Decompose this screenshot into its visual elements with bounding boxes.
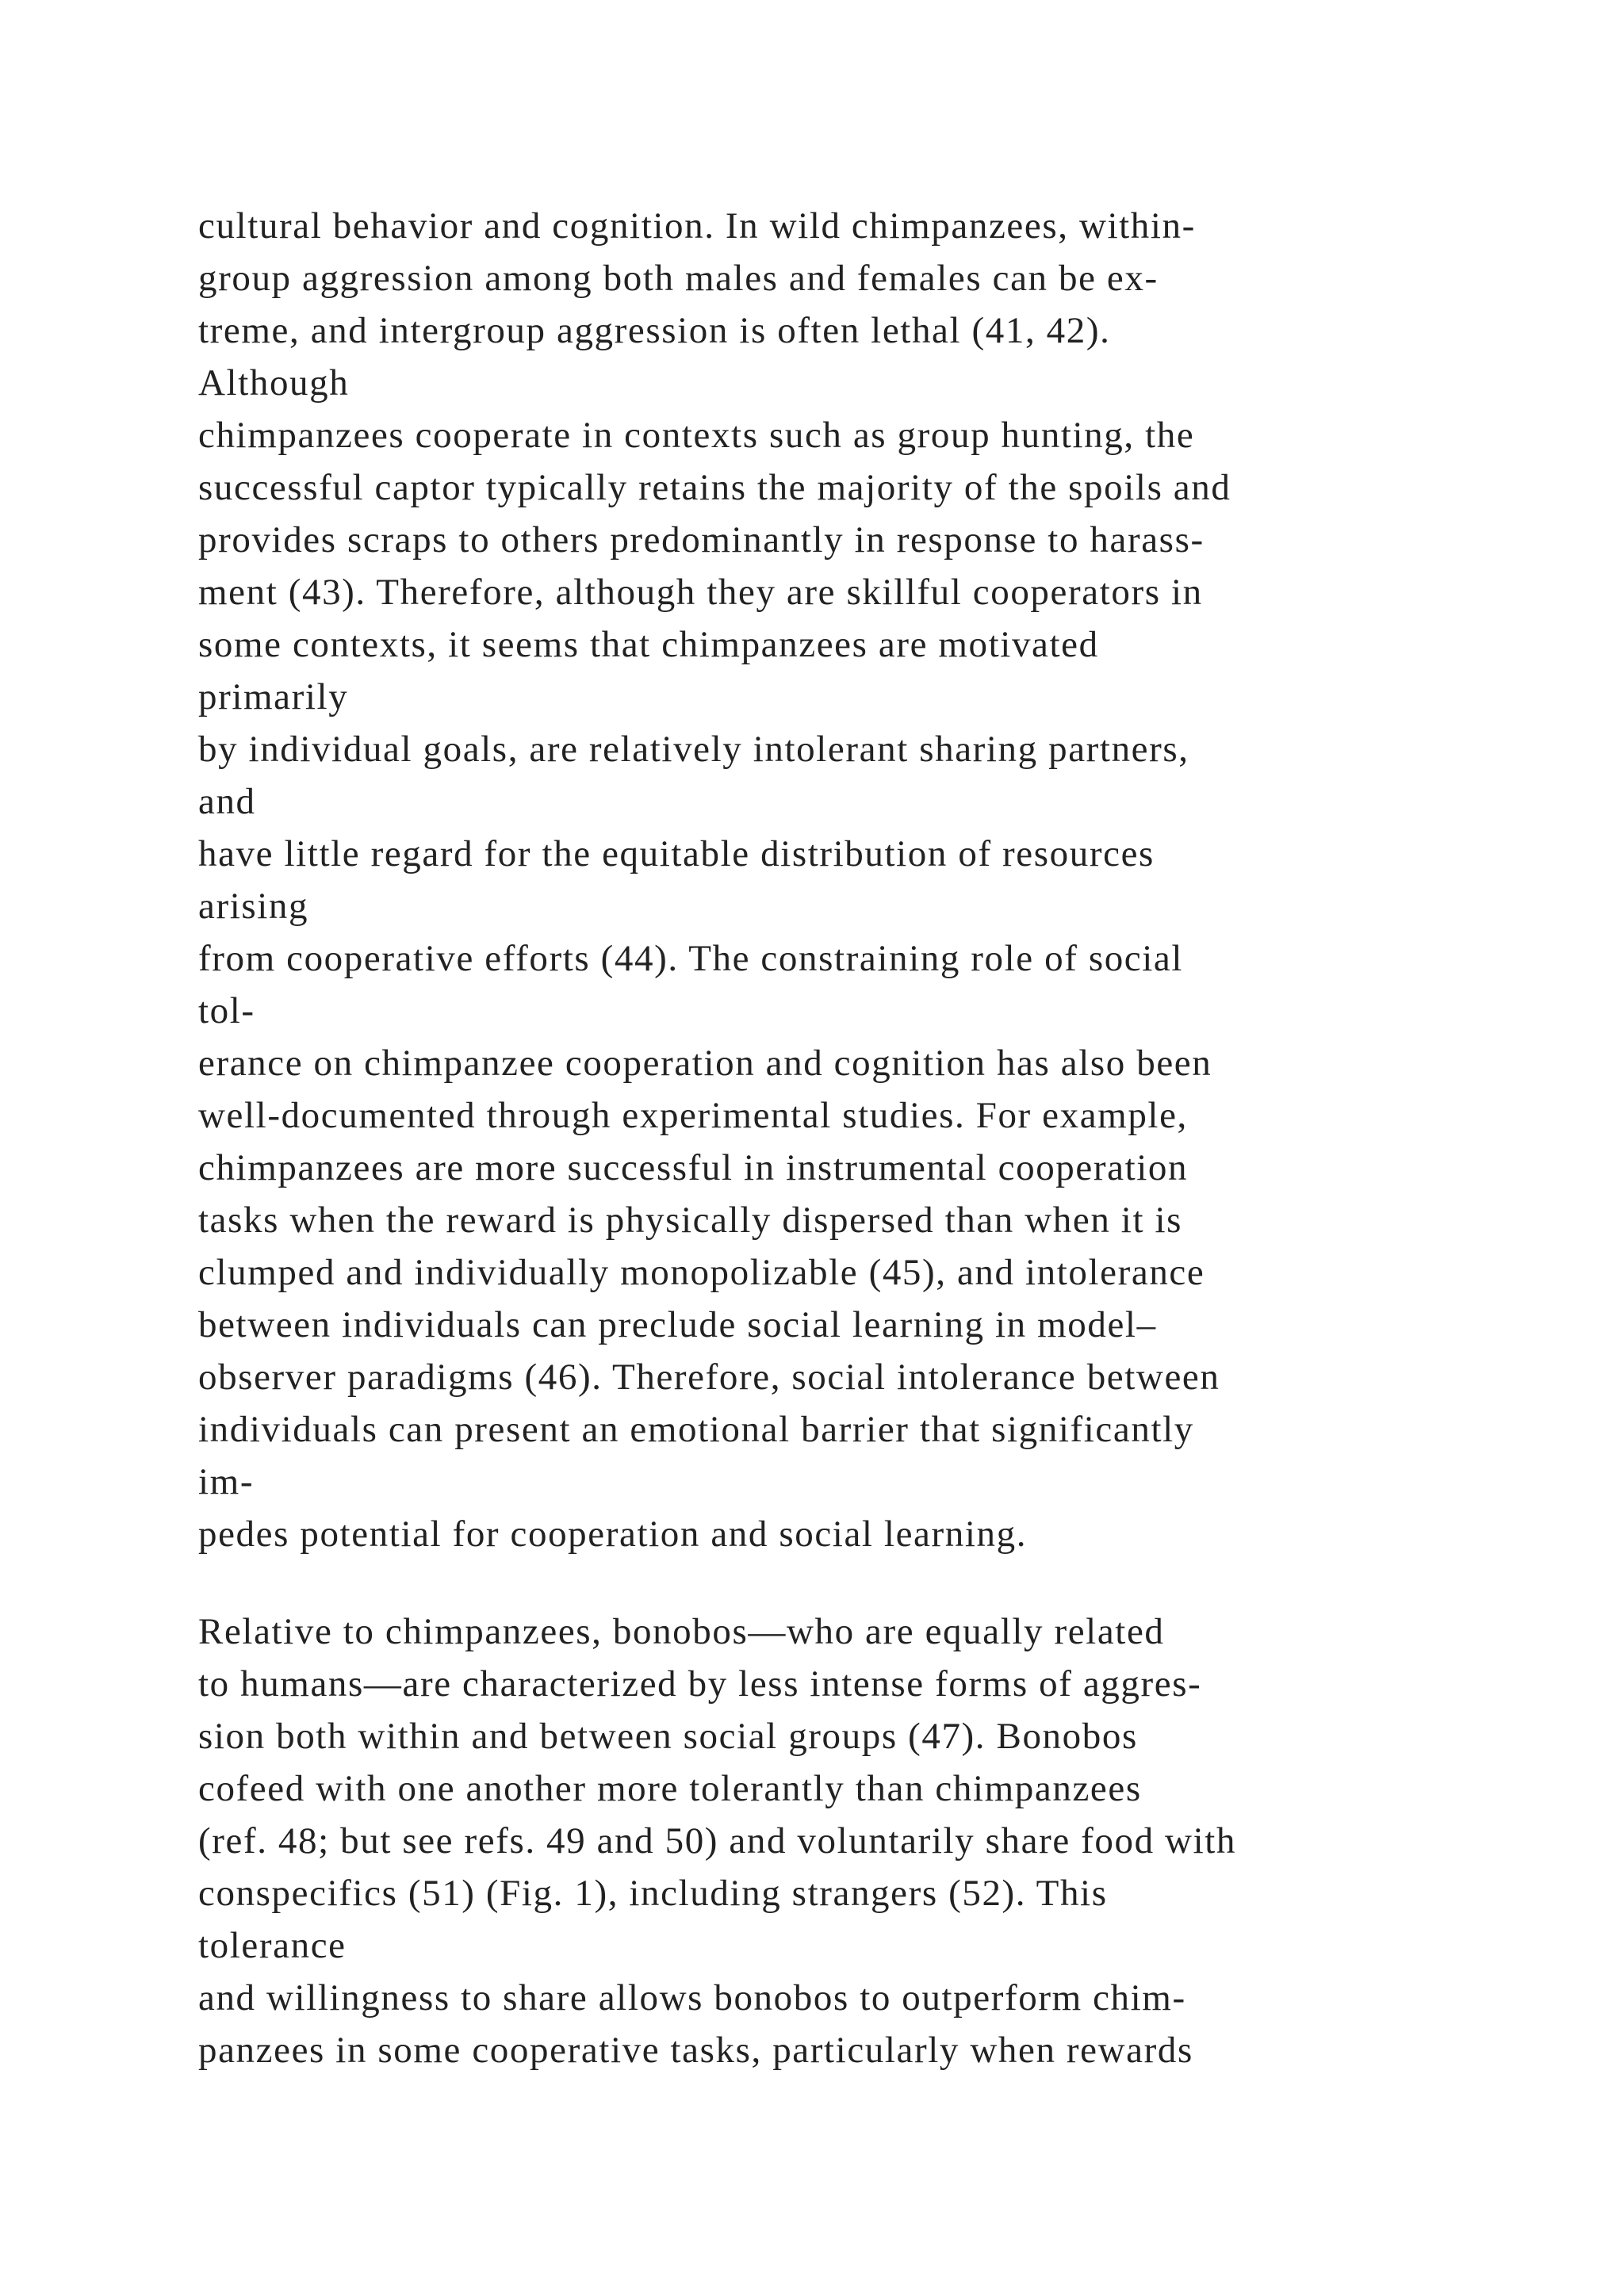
text-line: conspecifics (51) (Fig. 1), including strangers (52). This: [198, 1873, 1108, 1914]
text-line: provides scraps to others predominantly in response to harass-: [198, 519, 1205, 561]
paragraph-1: [198, 200, 1594, 1560]
text-line: sion both within and between social groups (47). Bonobos: [198, 1716, 1138, 1757]
text-line: (ref. 48; but see refs. 49 and 50) and voluntarily share food with: [198, 1820, 1236, 1862]
text-line: tasks when the reward is physically dispersed than when it is: [198, 1200, 1183, 1241]
text-line: observer paradigms (46). Therefore, social intolerance between: [198, 1357, 1220, 1398]
text-line: and: [198, 781, 256, 822]
text-line: group aggression among both males and females can be ex-: [198, 258, 1159, 299]
text-line: chimpanzees are more successful in instrumental cooperation: [198, 1147, 1189, 1188]
text-line: primarily: [198, 676, 349, 718]
text-line: from cooperative efforts (44). The constraining role of social: [198, 938, 1184, 979]
text-line: Although: [198, 362, 350, 404]
text-line: cultural behavior and cognition. In wild chimpanzees, within-: [198, 205, 1196, 247]
text-line: and willingness to share allows bonobos to outperform chim-: [198, 1977, 1186, 2019]
text-line: Relative to chimpanzees, bonobos—who are equally related: [198, 1611, 1165, 1652]
paragraph-2: [198, 1605, 1594, 2076]
text-line: by individual goals, are relatively intolerant sharing partners,: [198, 729, 1189, 770]
text-line: to humans—are characterized by less intense forms of aggres-: [198, 1663, 1202, 1705]
text-line: clumped and individually monopolizable (45), and intolerance: [198, 1252, 1205, 1293]
text-line: tolerance: [198, 1925, 347, 1966]
text-line: chimpanzees cooperate in contexts such as group hunting, the: [198, 415, 1195, 456]
text-line: ment (43). Therefore, although they are skillful cooperators in: [198, 572, 1203, 613]
text-line: panzees in some cooperative tasks, particularly when rewards: [198, 2030, 1193, 2071]
text-line: have little regard for the equitable distribution of resources: [198, 833, 1155, 874]
text-line: some contexts, it seems that chimpanzees are motivated: [198, 624, 1099, 665]
text-line: well-documented through experimental studies. For example,: [198, 1095, 1188, 1136]
text-line: successful captor typically retains the majority of the spoils and: [198, 467, 1231, 508]
text-line: erance on chimpanzee cooperation and cognition has also been: [198, 1043, 1212, 1084]
text-line: cofeed with one another more tolerantly than chimpanzees: [198, 1768, 1142, 1809]
text-line: pedes potential for cooperation and social learning.: [198, 1513, 1028, 1555]
text-line: between individuals can preclude social learning in model–: [198, 1304, 1157, 1345]
text-line: im-: [198, 1461, 255, 1502]
text-line: treme, and intergroup aggression is often lethal (41, 42).: [198, 310, 1111, 351]
text-line: tol-: [198, 990, 255, 1031]
text-line: arising: [198, 886, 309, 927]
text-line: individuals can present an emotional barrier that significantly: [198, 1409, 1194, 1450]
